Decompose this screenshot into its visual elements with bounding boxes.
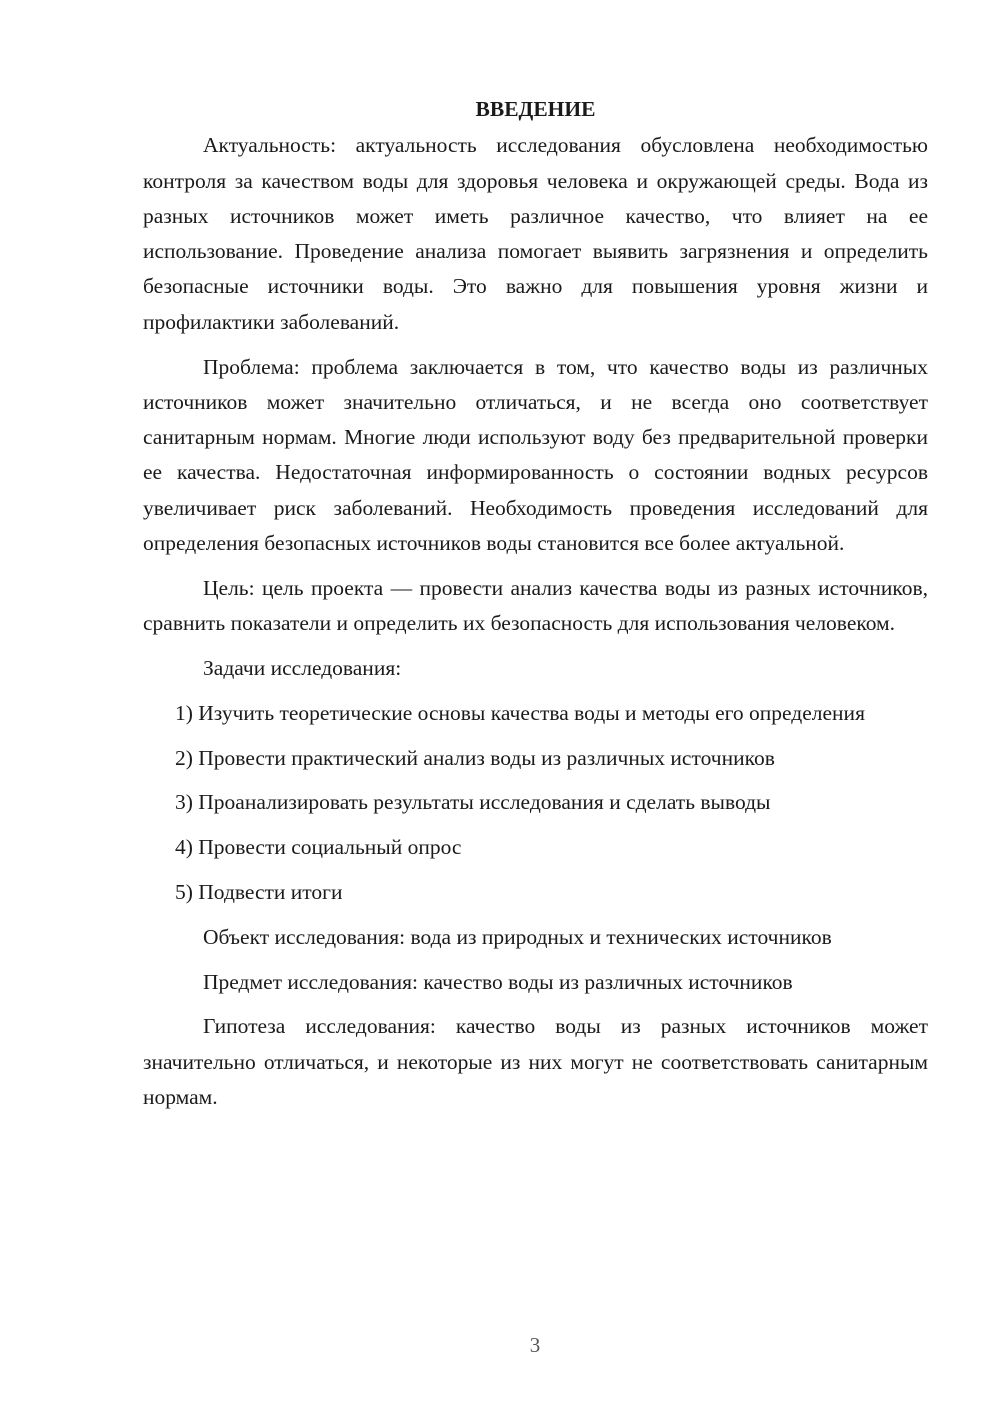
problem-paragraph: Проблема: проблема заключается в том, что качество воды из различных источников может значительно отличаться, и не всегда оно соответствует санитарным нормам. Многие люди используют воду без предварительной проверки ее качества. Недостаточная информированность о состоянии водных ресурсов увеличивает риск заболеваний. Необходимость проведения исследований для определения безопасных источников воды становится все более актуальной. xyxy=(143,354,928,556)
task-item-1: 1) Изучить теоретические основы качества воды и методы его определения xyxy=(175,700,865,725)
task-item-4: 4) Провести социальный опрос xyxy=(175,835,462,860)
object-paragraph: Объект исследования: вода из природных и технических источников xyxy=(203,924,832,949)
relevance-paragraph: Актуальность: актуальность исследования обусловлена необходимостью контроля за качеством воды для здоровья человека и окружающей среды. Вода из разных источников может иметь различное качество, что влияет на ее использование. Проведение анализа помогает выявить загрязнения и определить безопасные источники воды. Это важно для повышения уровня жизни и профилактики заболеваний. xyxy=(143,133,928,334)
task-item-5: 5) Подвести итоги xyxy=(175,879,343,904)
hypothesis-paragraph: Гипотеза исследования: качество воды из разных источников может значительно отличаться, и некоторые из них могут не соответствовать санитарным нормам. xyxy=(143,1014,928,1109)
subject-paragraph: Предмет исследования: качество воды из различных источников xyxy=(203,969,793,994)
section-title: ВВЕДЕНИЕ xyxy=(475,97,596,121)
document-page xyxy=(143,92,928,1125)
task-item-3: 3) Проанализировать результаты исследования и сделать выводы xyxy=(175,790,771,815)
page-number: 3 xyxy=(529,1333,541,1357)
tasks-heading: Задачи исследования: xyxy=(203,655,402,680)
task-item-2: 2) Провести практический анализ воды из различных источников xyxy=(175,745,775,770)
goal-paragraph: Цель: цель проекта — провести анализ качества воды из разных источников, сравнить показатели и определить их безопасность для использования человеком. xyxy=(143,575,928,636)
